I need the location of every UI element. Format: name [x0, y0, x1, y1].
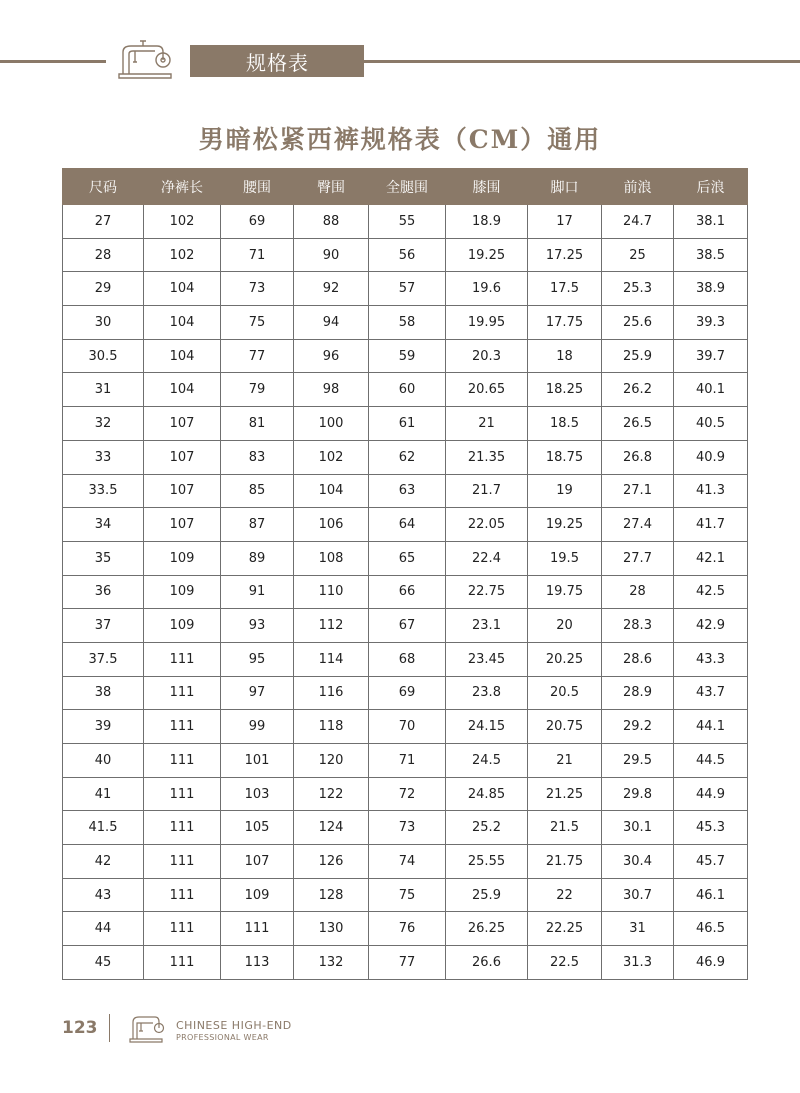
table-cell: 26.5	[602, 407, 674, 441]
table-cell: 20.25	[528, 642, 602, 676]
table-cell: 22.5	[528, 946, 602, 980]
table-cell: 25.55	[446, 845, 528, 879]
table-cell: 42.5	[674, 575, 748, 609]
table-cell: 23.8	[446, 676, 528, 710]
table-cell: 41.7	[674, 508, 748, 542]
table-cell: 111	[144, 744, 221, 778]
table-cell: 44.9	[674, 777, 748, 811]
table-cell: 20.3	[446, 339, 528, 373]
table-cell: 20.65	[446, 373, 528, 407]
table-cell: 107	[144, 407, 221, 441]
table-row	[63, 238, 748, 272]
table-cell: 97	[221, 676, 294, 710]
table-cell: 91	[221, 575, 294, 609]
table-cell: 45.7	[674, 845, 748, 879]
table-cell: 92	[294, 272, 369, 306]
table-row	[63, 878, 748, 912]
size-spec-table	[62, 168, 748, 980]
table-row	[63, 508, 748, 542]
table-cell: 31	[602, 912, 674, 946]
table-cell: 44	[63, 912, 144, 946]
table-row	[63, 541, 748, 575]
table-cell: 18	[528, 339, 602, 373]
table-cell: 43.3	[674, 642, 748, 676]
table-cell: 76	[369, 912, 446, 946]
table-cell: 109	[144, 575, 221, 609]
table-cell: 42.1	[674, 541, 748, 575]
table-cell: 25.6	[602, 306, 674, 340]
table-cell: 29	[63, 272, 144, 306]
table-cell: 18.25	[528, 373, 602, 407]
table-cell: 27.1	[602, 474, 674, 508]
table-cell: 21.35	[446, 440, 528, 474]
table-cell: 118	[294, 710, 369, 744]
table-cell: 40.5	[674, 407, 748, 441]
table-cell: 28.9	[602, 676, 674, 710]
table-cell: 21	[446, 407, 528, 441]
table-body	[63, 205, 748, 980]
table-cell: 56	[369, 238, 446, 272]
table-cell: 22.25	[528, 912, 602, 946]
table-cell: 31.3	[602, 946, 674, 980]
table-cell: 109	[144, 541, 221, 575]
table-cell: 21.25	[528, 777, 602, 811]
table-row	[63, 575, 748, 609]
table-cell: 25.9	[602, 339, 674, 373]
table-cell: 38	[63, 676, 144, 710]
table-cell: 24.7	[602, 205, 674, 239]
table-cell: 40	[63, 744, 144, 778]
table-cell: 89	[221, 541, 294, 575]
table-cell: 21.5	[528, 811, 602, 845]
table-cell: 19.6	[446, 272, 528, 306]
table-cell: 114	[294, 642, 369, 676]
table-cell: 58	[369, 306, 446, 340]
table-cell: 18.5	[528, 407, 602, 441]
table-cell: 30.7	[602, 878, 674, 912]
table-cell: 24.5	[446, 744, 528, 778]
table-cell: 112	[294, 609, 369, 643]
table-cell: 40.9	[674, 440, 748, 474]
table-cell: 122	[294, 777, 369, 811]
table-cell: 28.3	[602, 609, 674, 643]
table-cell: 30	[63, 306, 144, 340]
table-cell: 95	[221, 642, 294, 676]
table-cell: 73	[369, 811, 446, 845]
table-cell: 17.75	[528, 306, 602, 340]
table-cell: 111	[144, 676, 221, 710]
table-cell: 61	[369, 407, 446, 441]
table-cell: 104	[144, 339, 221, 373]
table-cell: 88	[294, 205, 369, 239]
column-header: 后浪	[674, 169, 748, 205]
table-cell: 41.5	[63, 811, 144, 845]
table-cell: 33.5	[63, 474, 144, 508]
table-cell: 28	[602, 575, 674, 609]
table-cell: 106	[294, 508, 369, 542]
table-row	[63, 811, 748, 845]
table-cell: 29.2	[602, 710, 674, 744]
table-cell: 72	[369, 777, 446, 811]
table-cell: 104	[144, 306, 221, 340]
table-cell: 20.75	[528, 710, 602, 744]
table-cell: 42	[63, 845, 144, 879]
table-cell: 132	[294, 946, 369, 980]
table-row	[63, 744, 748, 778]
table-cell: 111	[144, 777, 221, 811]
table-cell: 55	[369, 205, 446, 239]
table-cell: 39	[63, 710, 144, 744]
sewing-machine-icon	[113, 38, 177, 80]
column-header: 脚口	[528, 169, 602, 205]
footer-subtitle: PROFESSIONAL WEAR	[176, 1033, 269, 1042]
table-cell: 18.9	[446, 205, 528, 239]
table-cell: 71	[221, 238, 294, 272]
table-cell: 102	[144, 238, 221, 272]
table-cell: 75	[221, 306, 294, 340]
table-cell: 40.1	[674, 373, 748, 407]
table-cell: 36	[63, 575, 144, 609]
table-cell: 37.5	[63, 642, 144, 676]
table-cell: 27	[63, 205, 144, 239]
table-cell: 22.05	[446, 508, 528, 542]
table-cell: 26.25	[446, 912, 528, 946]
table-cell: 124	[294, 811, 369, 845]
column-header: 全腿围	[369, 169, 446, 205]
table-cell: 111	[144, 710, 221, 744]
table-cell: 21.7	[446, 474, 528, 508]
table-cell: 21	[528, 744, 602, 778]
table-cell: 63	[369, 474, 446, 508]
table-cell: 108	[294, 541, 369, 575]
table-cell: 74	[369, 845, 446, 879]
table-cell: 28.6	[602, 642, 674, 676]
table-row	[63, 777, 748, 811]
table-row	[63, 272, 748, 306]
table-cell: 41	[63, 777, 144, 811]
table-row	[63, 845, 748, 879]
table-cell: 77	[369, 946, 446, 980]
column-header: 尺码	[63, 169, 144, 205]
table-cell: 59	[369, 339, 446, 373]
table-cell: 111	[221, 912, 294, 946]
table-cell: 71	[369, 744, 446, 778]
table-cell: 111	[144, 811, 221, 845]
table-cell: 81	[221, 407, 294, 441]
table-row	[63, 205, 748, 239]
table-cell: 120	[294, 744, 369, 778]
table-cell: 98	[294, 373, 369, 407]
table-cell: 68	[369, 642, 446, 676]
table-cell: 100	[294, 407, 369, 441]
header-rule-right	[364, 60, 800, 63]
table-row	[63, 912, 748, 946]
table-cell: 42.9	[674, 609, 748, 643]
table-cell: 17.5	[528, 272, 602, 306]
table-cell: 22	[528, 878, 602, 912]
table-cell: 107	[221, 845, 294, 879]
table-cell: 83	[221, 440, 294, 474]
table-row	[63, 306, 748, 340]
table-cell: 69	[369, 676, 446, 710]
table-cell: 30.1	[602, 811, 674, 845]
table-row	[63, 440, 748, 474]
table-cell: 19.5	[528, 541, 602, 575]
table-cell: 107	[144, 440, 221, 474]
table-cell: 110	[294, 575, 369, 609]
table-row	[63, 373, 748, 407]
table-cell: 104	[294, 474, 369, 508]
table-cell: 70	[369, 710, 446, 744]
table-cell: 38.1	[674, 205, 748, 239]
table-cell: 33	[63, 440, 144, 474]
table-cell: 29.8	[602, 777, 674, 811]
column-header: 腰围	[221, 169, 294, 205]
table-cell: 111	[144, 946, 221, 980]
table-cell: 62	[369, 440, 446, 474]
table-cell: 43.7	[674, 676, 748, 710]
table-cell: 25	[602, 238, 674, 272]
table-cell: 23.45	[446, 642, 528, 676]
table-cell: 109	[144, 609, 221, 643]
table-cell: 30.4	[602, 845, 674, 879]
table-cell: 22.75	[446, 575, 528, 609]
table-cell: 60	[369, 373, 446, 407]
table-cell: 30.5	[63, 339, 144, 373]
table-cell: 25.9	[446, 878, 528, 912]
table-cell: 29.5	[602, 744, 674, 778]
table-cell: 44.5	[674, 744, 748, 778]
table-cell: 31	[63, 373, 144, 407]
table-cell: 19.25	[528, 508, 602, 542]
table-cell: 111	[144, 642, 221, 676]
table-cell: 101	[221, 744, 294, 778]
table-cell: 46.9	[674, 946, 748, 980]
table-cell: 43	[63, 878, 144, 912]
table-cell: 32	[63, 407, 144, 441]
table-cell: 44.1	[674, 710, 748, 744]
table-cell: 64	[369, 508, 446, 542]
table-cell: 113	[221, 946, 294, 980]
table-cell: 67	[369, 609, 446, 643]
table-cell: 109	[221, 878, 294, 912]
table-row	[63, 642, 748, 676]
table-cell: 18.75	[528, 440, 602, 474]
page-title: 男暗松紧西裤规格表（CM）通用	[198, 125, 602, 154]
table-cell: 41.3	[674, 474, 748, 508]
table-cell: 21.75	[528, 845, 602, 879]
table-cell: 111	[144, 845, 221, 879]
table-cell: 25.3	[602, 272, 674, 306]
table-cell: 39.7	[674, 339, 748, 373]
table-cell: 34	[63, 508, 144, 542]
table-header-row	[63, 169, 748, 205]
table-cell: 38.5	[674, 238, 748, 272]
table-cell: 105	[221, 811, 294, 845]
table-cell: 128	[294, 878, 369, 912]
table-cell: 130	[294, 912, 369, 946]
section-tab: 规格表	[190, 45, 364, 77]
table-cell: 39.3	[674, 306, 748, 340]
table-cell: 24.15	[446, 710, 528, 744]
table-cell: 45	[63, 946, 144, 980]
table-cell: 102	[294, 440, 369, 474]
table-row	[63, 710, 748, 744]
table-cell: 26.6	[446, 946, 528, 980]
sewing-machine-icon	[127, 1012, 165, 1044]
table-cell: 102	[144, 205, 221, 239]
table-cell: 57	[369, 272, 446, 306]
table-cell: 19.75	[528, 575, 602, 609]
footer-brand: CHINESE HIGH-END	[176, 1019, 292, 1032]
table-row	[63, 474, 748, 508]
table-cell: 75	[369, 878, 446, 912]
table-cell: 26.8	[602, 440, 674, 474]
table-cell: 35	[63, 541, 144, 575]
table-row	[63, 407, 748, 441]
header-rule-left	[0, 60, 106, 63]
column-header: 前浪	[602, 169, 674, 205]
table-cell: 20	[528, 609, 602, 643]
table-cell: 37	[63, 609, 144, 643]
page-number: 123	[62, 1018, 98, 1038]
table-cell: 27.4	[602, 508, 674, 542]
table-cell: 23.1	[446, 609, 528, 643]
table-cell: 111	[144, 912, 221, 946]
table-cell: 104	[144, 272, 221, 306]
table-cell: 99	[221, 710, 294, 744]
table-cell: 19	[528, 474, 602, 508]
table-cell: 22.4	[446, 541, 528, 575]
table-cell: 65	[369, 541, 446, 575]
table-row	[63, 609, 748, 643]
table-cell: 90	[294, 238, 369, 272]
table-cell: 116	[294, 676, 369, 710]
table-cell: 24.85	[446, 777, 528, 811]
table-cell: 103	[221, 777, 294, 811]
table-cell: 73	[221, 272, 294, 306]
table-cell: 111	[144, 878, 221, 912]
footer-divider	[109, 1014, 110, 1042]
column-header: 净裤长	[144, 169, 221, 205]
table-cell: 69	[221, 205, 294, 239]
table-row	[63, 339, 748, 373]
table-cell: 17.25	[528, 238, 602, 272]
table-cell: 93	[221, 609, 294, 643]
table-cell: 46.1	[674, 878, 748, 912]
table-cell: 20.5	[528, 676, 602, 710]
table-cell: 26.2	[602, 373, 674, 407]
table-row	[63, 676, 748, 710]
table-cell: 27.7	[602, 541, 674, 575]
table-cell: 25.2	[446, 811, 528, 845]
table-row	[63, 946, 748, 980]
table-cell: 94	[294, 306, 369, 340]
table-cell: 85	[221, 474, 294, 508]
table-cell: 107	[144, 508, 221, 542]
table-cell: 104	[144, 373, 221, 407]
table-cell: 46.5	[674, 912, 748, 946]
table-cell: 17	[528, 205, 602, 239]
column-header: 臀围	[294, 169, 369, 205]
table-cell: 96	[294, 339, 369, 373]
table-cell: 66	[369, 575, 446, 609]
table-cell: 38.9	[674, 272, 748, 306]
table-cell: 45.3	[674, 811, 748, 845]
column-header: 膝围	[446, 169, 528, 205]
table-cell: 19.25	[446, 238, 528, 272]
table-cell: 87	[221, 508, 294, 542]
table-cell: 79	[221, 373, 294, 407]
table-cell: 107	[144, 474, 221, 508]
table-cell: 28	[63, 238, 144, 272]
table-cell: 19.95	[446, 306, 528, 340]
table-cell: 126	[294, 845, 369, 879]
table-cell: 77	[221, 339, 294, 373]
